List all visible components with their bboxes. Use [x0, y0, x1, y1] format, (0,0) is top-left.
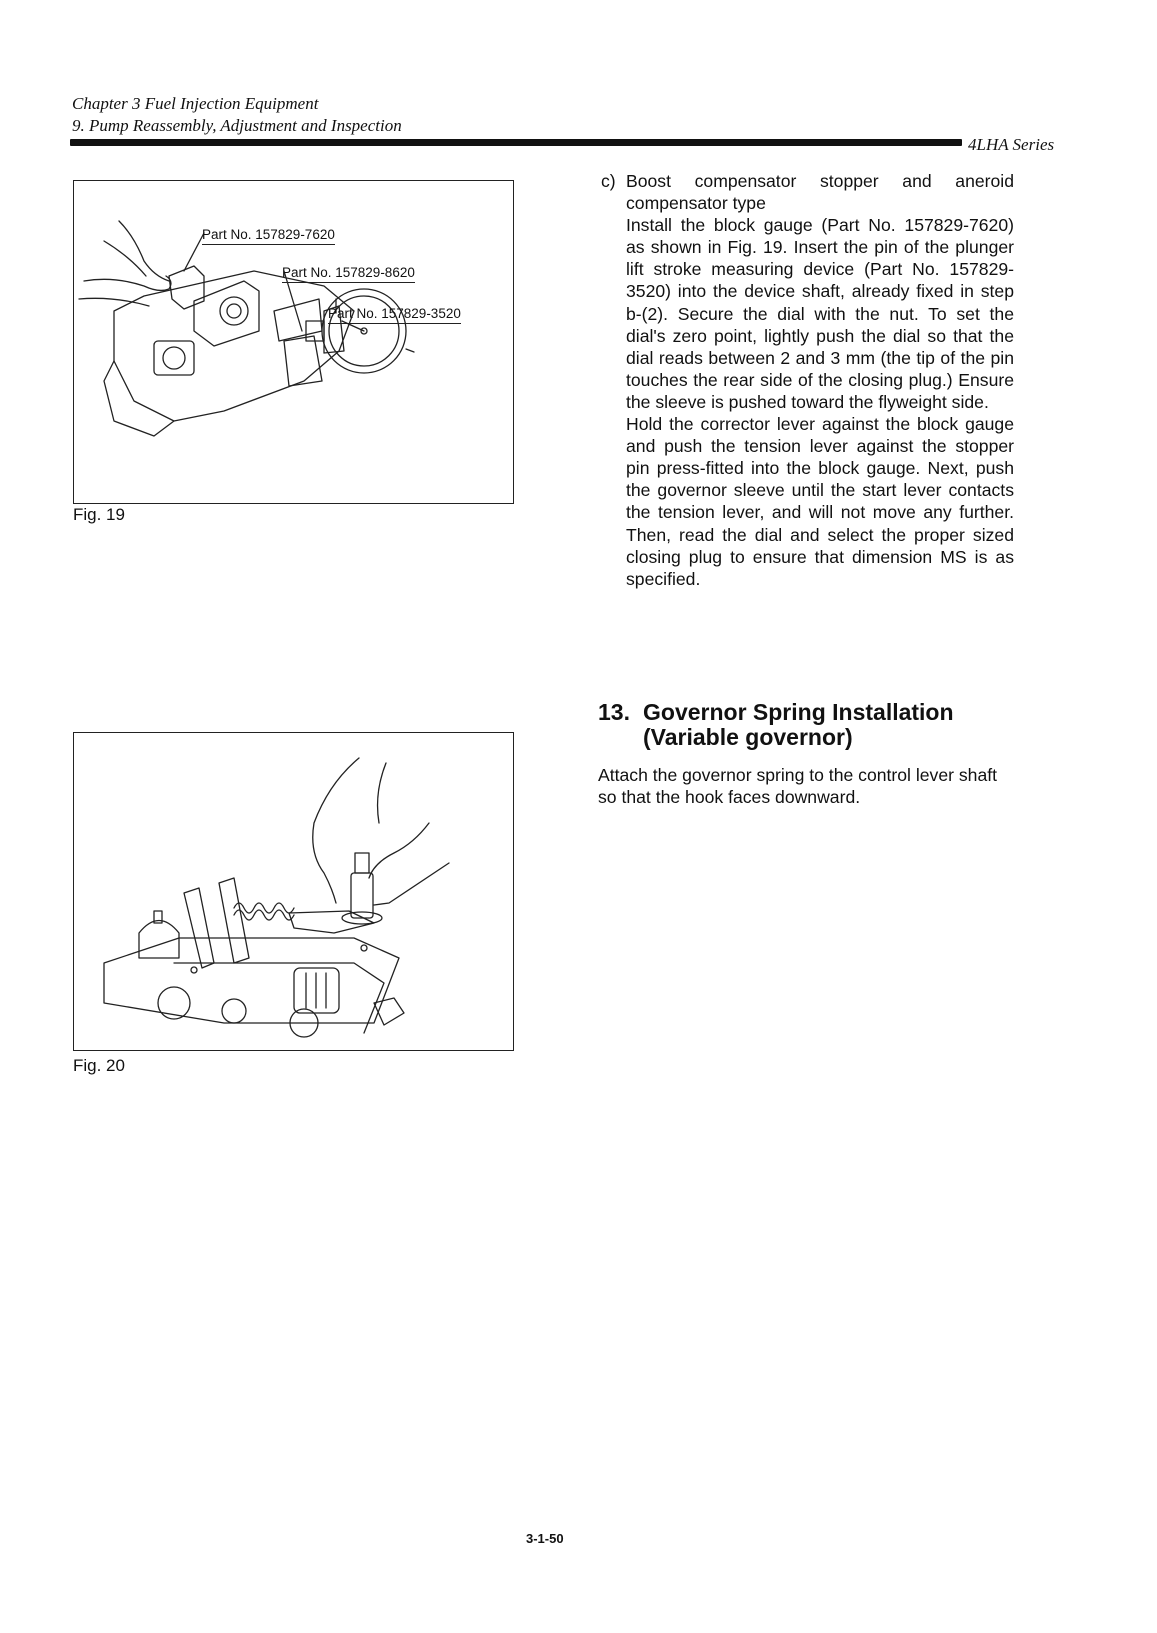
section-13-body: Attach the governor spring to the control lever shaft so that the hook faces downward.: [598, 765, 998, 808]
item-c-title: Boost compensator stopper and aneroid compensator type: [626, 171, 1014, 214]
item-c-content: [626, 170, 1014, 590]
fig20-illustration: [74, 733, 512, 1049]
callout-part-8620: Part No. 157829-8620: [282, 265, 415, 283]
figure-20: [73, 732, 514, 1051]
page-number: 3-1-50: [526, 1531, 564, 1546]
section-title: 9. Pump Reassembly, Adjustment and Inspection: [72, 116, 402, 135]
fig19-caption: Fig. 19: [73, 505, 125, 524]
callout-part-3520: Part No. 157829-3520: [328, 306, 461, 324]
item-c-paragraph-2: Hold the corrector lever against the block gauge and push the tension lever against the stopper pin press-fitted into the block gauge. Next, push the governor sleeve until the start lever contacts the tension lever, and will not move any further. Then, read the dial and select the proper sized closing plug to ensure that dimension MS is as specified.: [626, 414, 1014, 589]
section-13-heading: Governor Spring Installation (Variable governor): [643, 699, 954, 750]
header-rule: [70, 139, 962, 146]
chapter-title: Chapter 3 Fuel Injection Equipment: [72, 94, 319, 113]
fig20-caption: Fig. 20: [73, 1056, 125, 1075]
section-13-number: 13.: [598, 699, 630, 725]
series-label: 4LHA Series: [968, 135, 1055, 154]
item-c-paragraph-1: Install the block gauge (Part No. 157829-7620) as shown in Fig. 19. Insert the pin of the plunger lift stroke measuring device (Part No. 157829-3520) into the device shaft, already fixed in step b-(2). Secure the dial with the nut. To set the dial's zero point, lightly push the dial so that the dial reads between 2 and 3 mm (the tip of the pin touches the rear side of the closing plug.) Ensure the sleeve is pushed toward the flyweight side.: [626, 215, 1014, 412]
item-c-marker: c): [601, 171, 616, 191]
callout-part-7620: Part No. 157829-7620: [202, 227, 335, 245]
